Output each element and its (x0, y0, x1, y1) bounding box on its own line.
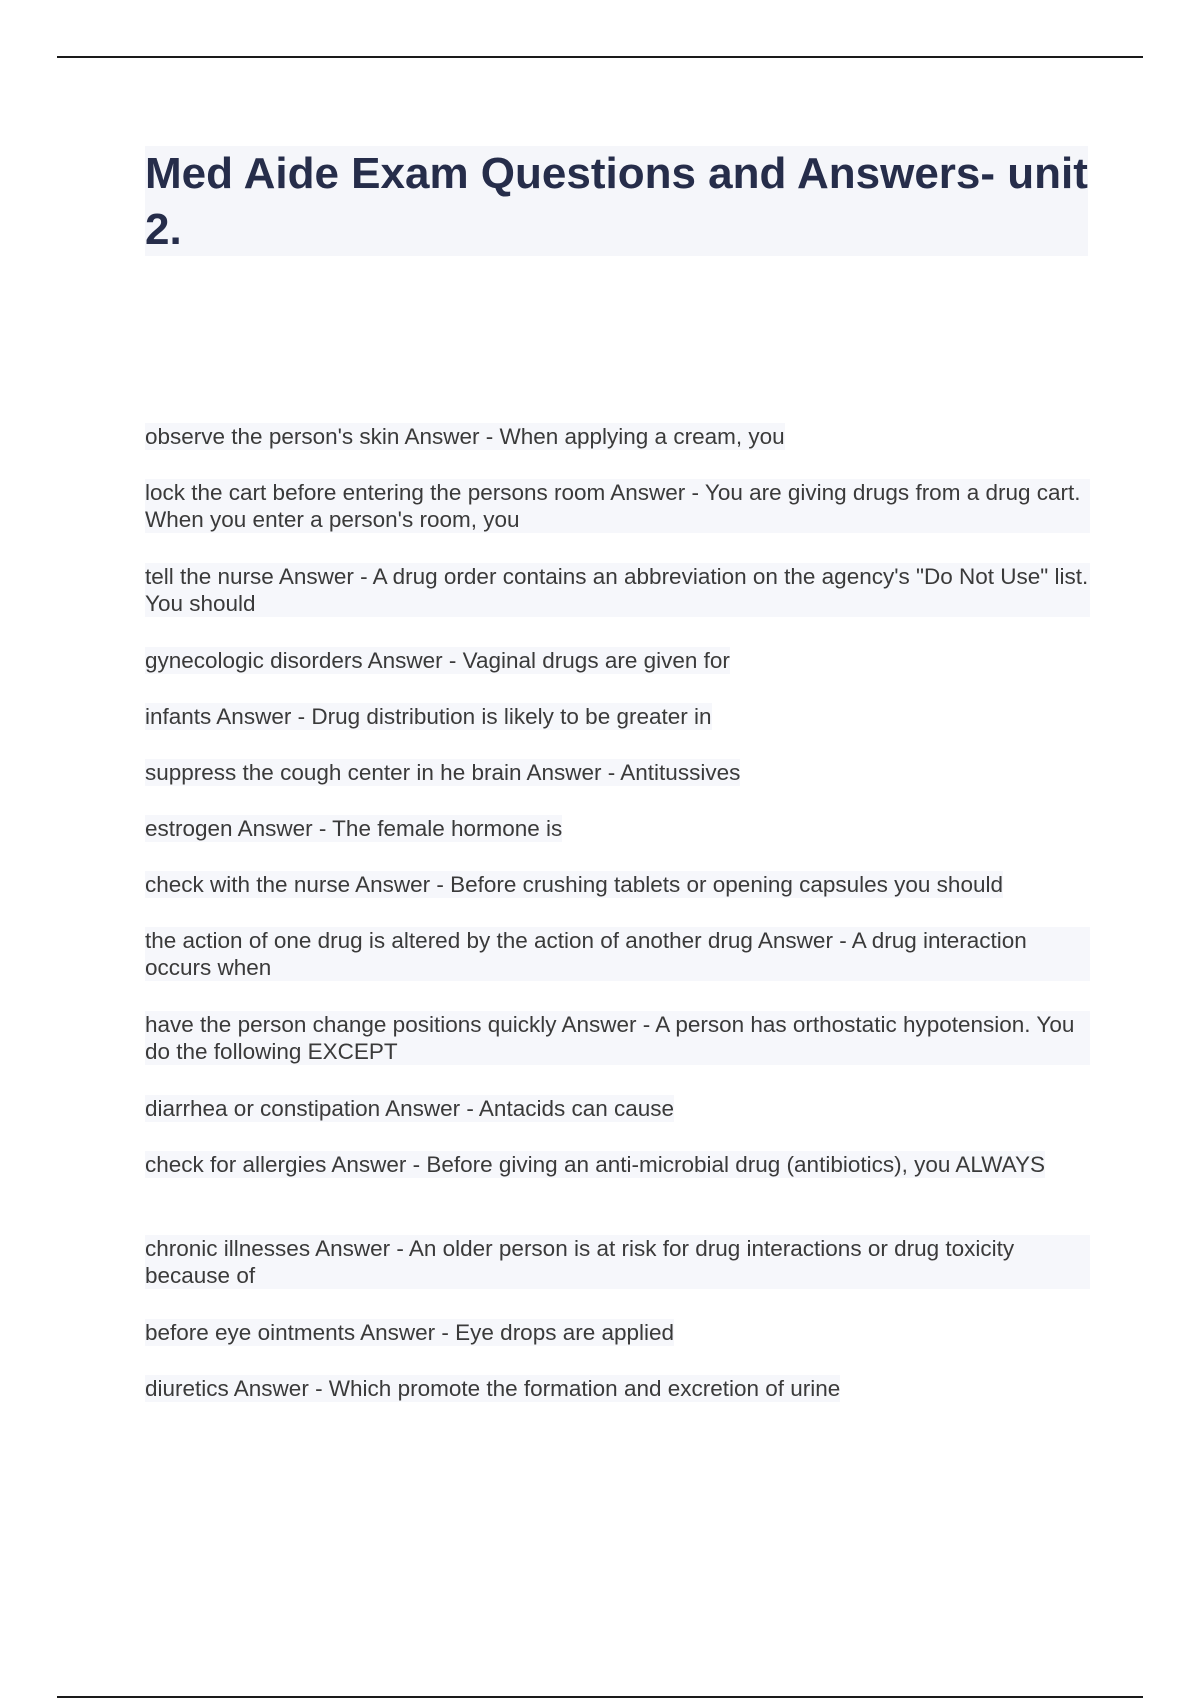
qa-row (145, 1319, 1090, 1375)
qa-row (145, 1375, 1090, 1431)
qa-item: before eye ointments Answer - Eye drops are applied (145, 1320, 675, 1345)
qa-list (145, 423, 1090, 1431)
qa-item: check with the nurse Answer - Before crushing tablets or opening capsules you should (145, 872, 1003, 897)
qa-item: diarrhea or constipation Answer - Antacids can cause (145, 1096, 675, 1121)
qa-row (145, 703, 1090, 759)
qa-row (145, 563, 1090, 647)
qa-item: have the person change positions quickly Answer - A person has orthostatic hypotension. You do the following EXCEPT (145, 1011, 1090, 1065)
qa-item: the action of one drug is altered by the action of another drug Answer - A drug interaction occurs when (145, 927, 1090, 981)
qa-item: gynecologic disorders Answer - Vaginal drugs are given for (145, 648, 730, 673)
qa-row (145, 815, 1090, 871)
qa-item: suppress the cough center in he brain Answer - Antitussives (145, 760, 741, 785)
qa-row (145, 1011, 1090, 1095)
qa-row (145, 423, 1090, 479)
qa-row (145, 1151, 1090, 1235)
qa-item: lock the cart before entering the persons room Answer - You are giving drugs from a drug cart. When you enter a person's room, you (145, 479, 1090, 533)
qa-item: chronic illnesses Answer - An older person is at risk for drug interactions or drug toxicity because of (145, 1235, 1090, 1289)
title-block (145, 146, 1088, 256)
bottom-rule (57, 1696, 1143, 1698)
qa-item: check for allergies Answer - Before giving an anti-microbial drug (antibiotics), you ALWAYS (145, 1152, 1045, 1177)
qa-row (145, 647, 1090, 703)
qa-row (145, 1095, 1090, 1151)
qa-row (145, 479, 1090, 563)
qa-row (145, 1235, 1090, 1319)
qa-row (145, 759, 1090, 815)
qa-item: estrogen Answer - The female hormone is (145, 816, 563, 841)
qa-item: tell the nurse Answer - A drug order contains an abbreviation on the agency's "Do Not Use" list. You should (145, 564, 1089, 616)
qa-item: infants Answer - Drug distribution is likely to be greater in (145, 704, 712, 729)
qa-row (145, 871, 1090, 927)
page-title: Med Aide Exam Questions and Answers- unit 2. (145, 149, 1088, 254)
qa-row (145, 927, 1090, 1011)
qa-item: diuretics Answer - Which promote the formation and excretion of urine (145, 1376, 841, 1401)
qa-item: observe the person's skin Answer - When applying a cream, you (145, 424, 785, 449)
top-rule (57, 56, 1143, 58)
